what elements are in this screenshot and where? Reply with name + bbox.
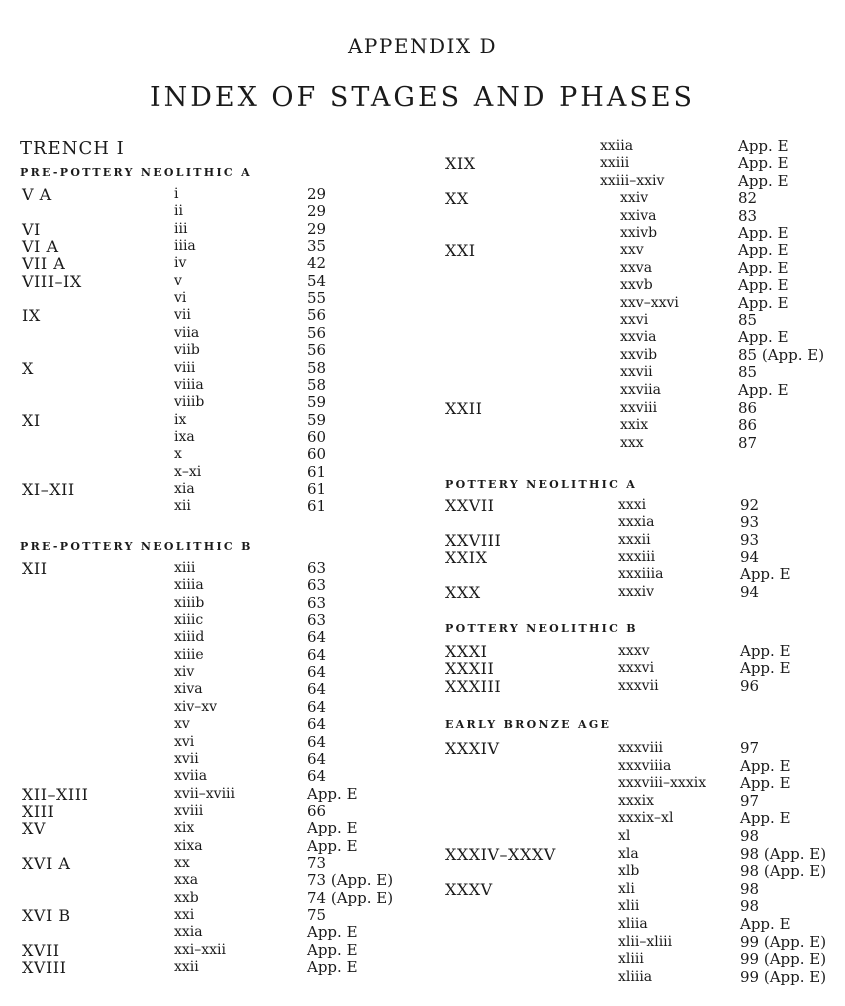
phase-cell: xia [174, 481, 195, 497]
table-row [0, 758, 845, 775]
table-row [0, 678, 845, 695]
stage-cell: VI [22, 220, 41, 239]
stage-cell: XIX [445, 154, 476, 173]
page-ref-cell: App. E [307, 837, 358, 855]
page-ref-cell: 63 [307, 611, 327, 629]
page-ref-cell: 64 [307, 750, 327, 768]
page-ref-cell: 64 [307, 733, 327, 751]
phase-cell: xvii–xviii [174, 786, 235, 802]
table-row [0, 173, 845, 190]
table-row [0, 549, 845, 566]
stage-cell: XVIII [22, 958, 67, 977]
stage-cell: XXI [445, 241, 476, 260]
phase-cell: xxvb [620, 277, 653, 293]
phase-cell: xxxviiia [618, 758, 672, 774]
phase-cell: xxv [620, 242, 644, 258]
table-row [0, 260, 845, 277]
page-ref-cell: App. E [738, 172, 789, 190]
phase-cell: xxxviii–xxxix [618, 775, 707, 791]
phase-cell: xiiie [174, 647, 204, 663]
page-ref-cell: App. E [738, 137, 789, 155]
page-ref-cell: 64 [307, 698, 327, 716]
phase-cell: xxxia [618, 514, 655, 530]
table-row [0, 881, 845, 898]
table-row [0, 969, 845, 986]
phase-cell: ixa [174, 429, 195, 445]
table-row [0, 846, 845, 863]
page-ref-cell: 99 (App. E) [740, 950, 827, 968]
page-ref-cell: 99 (App. E) [740, 968, 827, 986]
page-ref-cell: 29 [307, 220, 327, 238]
phase-cell: xxi [174, 907, 195, 923]
table-row [0, 417, 845, 434]
phase-cell: xiiib [174, 595, 205, 611]
table-row [0, 382, 845, 399]
page-ref-cell: 98 (App. E) [740, 845, 827, 863]
page-ref-cell: 73 (App. E) [307, 871, 394, 889]
table-row [0, 699, 845, 716]
page-ref-cell: 64 [307, 715, 327, 733]
phase-cell: viiia [174, 377, 204, 393]
phase-cell: xliiia [618, 969, 653, 985]
phase-cell: xxa [174, 872, 199, 888]
phase-cell: xxiva [620, 208, 657, 224]
page-ref-cell: App. E [738, 241, 789, 259]
page-ref-cell: 58 [307, 359, 327, 377]
table-row [0, 716, 845, 733]
page-ref-cell: 61 [307, 480, 327, 498]
table-row [0, 242, 845, 259]
phase-cell: xxxv [618, 643, 650, 659]
phase-cell: xla [618, 846, 639, 862]
stage-cell: XXXIV [445, 739, 500, 758]
stage-cell: XI–XII [22, 480, 75, 499]
phase-cell: xxviii [620, 400, 658, 416]
section-heading: POTTERY NEOLITHIC A [445, 478, 638, 491]
phase-cell: xxxiiia [618, 566, 664, 582]
phase-cell: xxxvii [618, 678, 659, 694]
page-ref-cell: 64 [307, 767, 327, 785]
page-ref-cell: App. E [740, 774, 791, 792]
phase-cell: xiiia [174, 577, 204, 593]
phase-cell: xxxviii [618, 740, 664, 756]
page-ref-cell: 64 [307, 680, 327, 698]
stage-cell: XVII [22, 941, 60, 960]
page-ref-cell: App. E [740, 915, 791, 933]
phase-cell: xxix [620, 417, 649, 433]
stage-cell: XIII [22, 802, 55, 821]
table-row [0, 740, 845, 757]
phase-cell: xix [174, 820, 195, 836]
phase-cell: xxiii [600, 155, 630, 171]
page-ref-cell: 98 (App. E) [740, 862, 827, 880]
page-ref-cell: App. E [738, 276, 789, 294]
page-ref-cell: 97 [740, 792, 760, 810]
phase-cell: xxvii [620, 364, 653, 380]
appendix-label: APPENDIX D [347, 34, 498, 58]
phase-cell: xxv–xxvi [620, 295, 679, 311]
phase-cell: viia [174, 325, 200, 341]
phase-cell: xii [174, 498, 191, 514]
table-row [0, 329, 845, 346]
table-row [0, 934, 845, 951]
phase-cell: viib [174, 342, 200, 358]
page-title: INDEX OF STAGES AND PHASES [149, 82, 696, 113]
page-ref-cell: 63 [307, 559, 327, 577]
phase-cell: xiv [174, 664, 195, 680]
table-row [0, 863, 845, 880]
phase-cell: xxxix–xl [618, 810, 674, 826]
phase-cell: xlii [618, 898, 640, 914]
stage-cell: XXXIV–XXXV [445, 845, 556, 864]
table-row [0, 464, 845, 481]
phase-cell: xxia [174, 924, 203, 940]
phase-cell: iv [174, 255, 187, 271]
page-ref-cell: 35 [307, 237, 327, 255]
page-ref-cell: 55 [307, 289, 327, 307]
page-ref-cell: 93 [740, 531, 760, 549]
stage-cell: XV [22, 819, 46, 838]
page-ref-cell: 56 [307, 306, 327, 324]
page-ref-cell: 85 (App. E) [738, 346, 825, 364]
phase-cell: x [174, 446, 182, 462]
phase-cell: xviia [174, 768, 208, 784]
phase-cell: xiii [174, 560, 196, 576]
phase-cell: xxvi [620, 312, 649, 328]
page-ref-cell: 29 [307, 202, 327, 220]
table-row [0, 155, 845, 172]
page-ref-cell: 93 [740, 513, 760, 531]
page-ref-cell: 85 [738, 363, 758, 381]
phase-cell: xli [618, 881, 635, 897]
page-ref-cell: App. E [740, 757, 791, 775]
phase-cell: xviii [174, 803, 204, 819]
page-ref-cell: 58 [307, 376, 327, 394]
stage-cell: XII [22, 559, 48, 578]
page-ref-cell: 85 [738, 311, 758, 329]
table-row [0, 828, 845, 845]
phase-cell: xlii–xliii [618, 934, 673, 950]
page-ref-cell: App. E [738, 294, 789, 312]
page-ref-cell: 83 [738, 207, 758, 225]
page-ref-cell: App. E [738, 259, 789, 277]
stage-cell: XXIX [445, 548, 488, 567]
phase-cell: xxviia [620, 382, 662, 398]
page-ref-cell: 98 [740, 827, 760, 845]
phase-cell: ii [174, 203, 183, 219]
phase-cell: xxivb [620, 225, 658, 241]
page-ref-cell: App. E [738, 381, 789, 399]
stage-cell: XII–XIII [22, 785, 89, 804]
table-row [0, 208, 845, 225]
stage-cell: XXVIII [445, 531, 502, 550]
table-row [0, 660, 845, 677]
stage-cell: XVI B [22, 906, 71, 925]
page-ref-cell: 60 [307, 428, 327, 446]
page-ref-cell: 64 [307, 663, 327, 681]
stage-cell: XVI A [22, 854, 71, 873]
phase-cell: xxxix [618, 793, 655, 809]
phase-cell: xxxiii [618, 549, 656, 565]
page-ref-cell: 99 (App. E) [740, 933, 827, 951]
phase-cell: v [174, 273, 182, 289]
page-ref-cell: 66 [307, 802, 327, 820]
page-ref-cell: App. E [738, 154, 789, 172]
phase-cell: xxiia [600, 138, 634, 154]
page-ref-cell: App. E [740, 659, 791, 677]
table-row [0, 793, 845, 810]
table-row [0, 532, 845, 549]
table-row [0, 566, 845, 583]
page-ref-cell: 94 [740, 583, 760, 601]
phase-cell: xvi [174, 734, 195, 750]
phase-cell: x–xi [174, 464, 202, 480]
page-ref-cell: 87 [738, 434, 758, 452]
trench-heading: TRENCH I [20, 138, 125, 159]
page-ref-cell: 29 [307, 185, 327, 203]
phase-cell: xxxi [618, 497, 647, 513]
page-ref-cell: App. E [740, 565, 791, 583]
stage-cell: XXXI [445, 642, 488, 661]
table-row [0, 775, 845, 792]
phase-cell: xlb [618, 863, 640, 879]
table-row [0, 225, 845, 242]
stage-cell: VII A [22, 254, 66, 273]
stage-cell: XXII [445, 399, 483, 418]
table-row [0, 312, 845, 329]
phase-cell: xvii [174, 751, 199, 767]
page-ref-cell: 54 [307, 272, 327, 290]
phase-cell: xliia [618, 916, 648, 932]
phase-cell: ix [174, 412, 187, 428]
stage-cell: XXXV [445, 880, 493, 899]
table-row [0, 400, 845, 417]
phase-cell: i [174, 186, 179, 202]
stage-cell: XX [445, 189, 469, 208]
page-ref-cell: 94 [740, 548, 760, 566]
section-heading: PRE-POTTERY NEOLITHIC B [20, 540, 253, 553]
table-row [0, 612, 845, 629]
table-row [0, 295, 845, 312]
page-ref-cell: 59 [307, 411, 327, 429]
stage-cell: IX [22, 306, 41, 325]
table-row [0, 364, 845, 381]
phase-cell: xiiic [174, 612, 204, 628]
page-ref-cell: 60 [307, 445, 327, 463]
phase-cell: vi [174, 290, 187, 306]
phase-cell: xiv–xv [174, 699, 218, 715]
phase-cell: xxva [620, 260, 653, 276]
phase-cell: xxx [620, 435, 644, 451]
page-ref-cell: App. E [738, 328, 789, 346]
stage-cell: XXXIII [445, 677, 502, 696]
page-ref-cell: 63 [307, 594, 327, 612]
phase-cell: xxvia [620, 329, 657, 345]
table-row [0, 347, 845, 364]
phase-cell: xliii [618, 951, 644, 967]
table-row [0, 584, 845, 601]
page-ref-cell: App. E [307, 941, 358, 959]
page-ref-cell: 74 (App. E) [307, 889, 394, 907]
page-ref-cell: App. E [307, 785, 358, 803]
page-ref-cell: App. E [307, 819, 358, 837]
table-row [0, 810, 845, 827]
phase-cell: xx [174, 855, 190, 871]
page-ref-cell: App. E [740, 642, 791, 660]
table-row [0, 481, 845, 498]
table-row [0, 190, 845, 207]
page-ref-cell: 98 [740, 897, 760, 915]
table-row [0, 138, 845, 155]
stage-cell: X [22, 359, 34, 378]
page-ref-cell: 42 [307, 254, 327, 272]
page-ref-cell: 73 [307, 854, 327, 872]
section-heading: POTTERY NEOLITHIC B [445, 622, 638, 635]
table-row [0, 898, 845, 915]
phase-cell: xxiii–xxiv [600, 173, 665, 189]
phase-cell: vii [174, 307, 191, 323]
page-ref-cell: 86 [738, 399, 758, 417]
section-heading: EARLY BRONZE AGE [445, 718, 612, 731]
page-ref-cell: App. E [740, 809, 791, 827]
phase-cell: xixa [174, 838, 203, 854]
stage-cell: VI A [22, 237, 59, 256]
page-ref-cell: 75 [307, 906, 327, 924]
phase-cell: iiia [174, 238, 196, 254]
table-row [0, 277, 845, 294]
stage-cell: XXXII [445, 659, 495, 678]
page-ref-cell: 64 [307, 646, 327, 664]
phase-cell: xxb [174, 890, 199, 906]
page-ref-cell: App. E [307, 923, 358, 941]
stage-cell: XXX [445, 583, 481, 602]
phase-cell: iii [174, 221, 188, 237]
phase-cell: viiib [174, 394, 205, 410]
page-ref-cell: 97 [740, 739, 760, 757]
phase-cell: viii [174, 360, 196, 376]
section-heading: PRE-POTTERY NEOLITHIC A [20, 166, 252, 179]
page-ref-cell: 63 [307, 576, 327, 594]
page-ref-cell: 56 [307, 324, 327, 342]
stage-cell: XI [22, 411, 41, 430]
stage-cell: V A [22, 185, 52, 204]
page-ref-cell: 98 [740, 880, 760, 898]
phase-cell: xxii [174, 959, 199, 975]
page-ref-cell: 96 [740, 677, 760, 695]
phase-cell: xxvib [620, 347, 658, 363]
table-row [0, 643, 845, 660]
table-row [0, 497, 845, 514]
phase-cell: xl [618, 828, 631, 844]
phase-cell: xxxiv [618, 584, 655, 600]
phase-cell: xxxii [618, 532, 651, 548]
page-ref-cell: 61 [307, 463, 327, 481]
page-ref-cell: App. E [307, 958, 358, 976]
page-ref-cell: 61 [307, 497, 327, 515]
table-row [0, 916, 845, 933]
table-row [0, 435, 845, 452]
page-ref-cell: App. E [738, 224, 789, 242]
phase-cell: xxi–xxii [174, 942, 227, 958]
phase-cell: xxiv [620, 190, 649, 206]
stage-cell: XXVII [445, 496, 495, 515]
table-row [0, 951, 845, 968]
phase-cell: xiva [174, 681, 203, 697]
phase-cell: xv [174, 716, 190, 732]
page-ref-cell: 82 [738, 189, 758, 207]
page-ref-cell: 64 [307, 628, 327, 646]
phase-cell: xxxvi [618, 660, 655, 676]
page-ref-cell: 92 [740, 496, 760, 514]
table-row [0, 514, 845, 531]
page-ref-cell: 59 [307, 393, 327, 411]
page-ref-cell: 86 [738, 416, 758, 434]
phase-cell: xiiid [174, 629, 205, 645]
page-ref-cell: 56 [307, 341, 327, 359]
stage-cell: VIII–IX [22, 272, 82, 291]
